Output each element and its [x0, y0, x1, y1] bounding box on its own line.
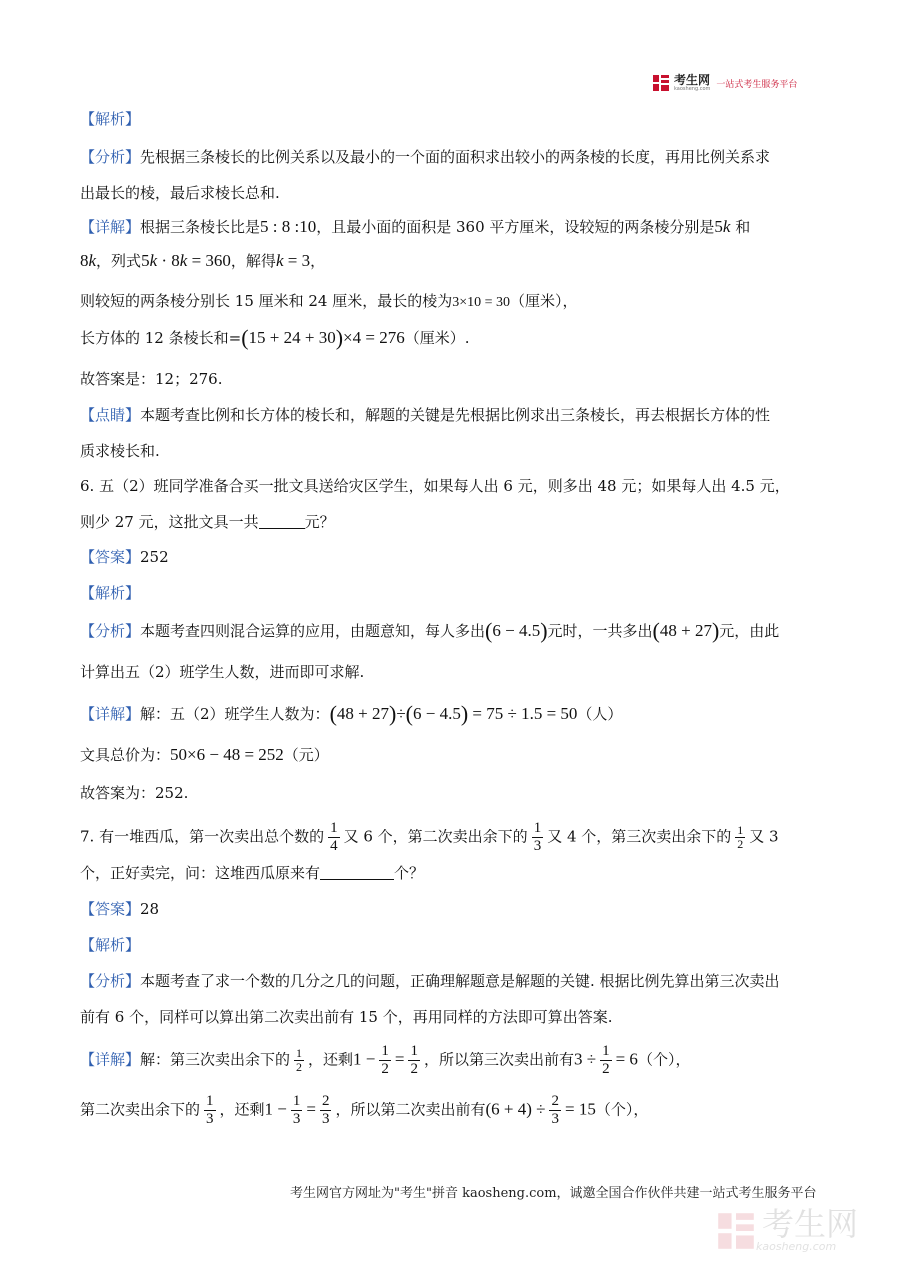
q6-fx-p1-in: 6 − 4.5 [492, 621, 541, 640]
q5-xiangjie-line3 [80, 290, 578, 314]
header-logo [652, 72, 797, 94]
q5-eq4: k [179, 251, 188, 270]
q5-k2: k [275, 251, 284, 270]
q6-q-yuan: 元？ [304, 513, 335, 531]
q5-xj-jiede: ，解得 [230, 252, 276, 270]
q7-xj2-res: = 15 [564, 1099, 596, 1119]
q7-xiangjie-line1 [80, 1043, 690, 1078]
q5-xiangjie-line4 [80, 327, 470, 349]
q7-xj2-f4-num: 2 [551, 1093, 559, 1109]
q7-xj-three: 3 ÷ [574, 1049, 597, 1069]
q7-xj-c: ，所以第三次卖出前有 [423, 1050, 574, 1069]
q7-xj2-c: ，所以第二次卖出前有 [335, 1100, 486, 1119]
q7-f1-den: 4 [330, 838, 338, 854]
q6-fx-p2: (48 + 27) [652, 618, 720, 643]
q6-xj2-eq: 50×6 − 48 = 252 [170, 745, 284, 764]
q6-answer-value: 252 [140, 548, 169, 566]
q7-xj-f2-num: 1 [381, 1043, 389, 1059]
page-footer: 考生网官方网址为"考生"拼音 kaosheng.com，诚邀全国合作伙伴共建一站式考生服务平台 [290, 1186, 817, 1201]
q6-fenxi-tag: 【分析】 [80, 622, 141, 640]
q5-8k [80, 251, 96, 270]
q7-xj2-f1 [204, 1093, 216, 1128]
q7-xj-f3-num: 1 [410, 1043, 418, 1059]
q7-f1-num: 1 [330, 820, 338, 836]
q6-xj-eq: = 75 ÷ 1.5 = 50 [468, 704, 578, 723]
q7-xj2-a: 第二次卖出余下的 [80, 1100, 201, 1119]
q7-xj-f3-den: 2 [410, 1061, 418, 1077]
q5-fenxi-line2: 出最长的棱，最后求棱长总和. [80, 184, 280, 202]
q7-frac-1-4 [328, 820, 340, 855]
q7-xj-f1-den: 2 [296, 1060, 303, 1074]
q5-fenxi-tag: 【分析】 [80, 148, 141, 166]
q7-frac-1-2 [735, 824, 745, 851]
q6-fenxi-line1 [80, 620, 779, 642]
q7-xj-d: （个）， [637, 1050, 691, 1069]
q7-xj2-f3 [320, 1093, 332, 1128]
q5-ratio: 5 : 8 :10 [260, 217, 317, 236]
q7-xj-f1 [294, 1047, 304, 1074]
q7-jiexi: 【解析】 [80, 936, 141, 954]
q7-xj-one: 1 − [353, 1049, 376, 1069]
q6-final-answer: 故答案为：252. [80, 784, 189, 802]
q7-xj2-f3-den: 3 [321, 1111, 330, 1127]
q6-xj2-b: （元） [283, 746, 329, 764]
q7-q-d: 又 3 [749, 827, 779, 846]
q6-xj-a: 解：五（2）班学生人数为： [140, 705, 330, 723]
q7-xj2-b: ，还剩 [219, 1100, 265, 1119]
q7-fenxi-line2: 前有 6 个，同样可以算出第二次卖出前有 15 个，再用同样的方法即可算出答案. [80, 1008, 613, 1026]
q7-f2-den: 3 [533, 838, 542, 854]
q7-xj-f3 [408, 1043, 420, 1078]
q7-xiangjie-tag: 【详解】 [80, 1050, 141, 1069]
q7-question-line1 [80, 820, 779, 855]
q7-xj2-f1-den: 3 [206, 1111, 214, 1127]
watermark-text [756, 1205, 859, 1253]
q6-xj-p1: 48 + 27 [336, 704, 389, 723]
q5-dianjing-tag: 【点睛】 [80, 406, 141, 424]
q5-5k-var: k [722, 217, 731, 236]
q7-xj-eq: = [394, 1049, 405, 1069]
q7-q-b: 又 6 个，第二次卖出余下的 [343, 827, 528, 846]
q6-xj-math: (48 + 27)÷(6 − 4.5) = 75 ÷ 1.5 = 50 [329, 701, 578, 726]
q5-xj-text1: 根据三条棱长比是 [140, 218, 261, 236]
q5-eq5: = 360 [187, 251, 231, 270]
q5-xj-l3a: 则较短的两条棱分别长 15 厘米和 24 厘米，最长的棱为 [80, 292, 453, 310]
q7-xj-f1-num: 1 [296, 1046, 303, 1060]
q5-xiangjie-line1 [80, 216, 750, 238]
q7-f3-num: 1 [737, 823, 744, 837]
q6-xj2-a: 文具总价为： [80, 746, 171, 764]
q6-q-text: 则少 27 元，这批文具一共 [80, 513, 259, 531]
q6-fenxi-line2: 计算出五（2）班学生人数，进而即可求解. [80, 663, 365, 681]
q7-answer-blank [320, 879, 394, 880]
q7-answer-value: 28 [140, 900, 160, 918]
q7-xj-f4-den: 2 [602, 1061, 610, 1077]
q7-fenxi-line1 [80, 970, 780, 992]
q5-xj-l4a: 长方体的 12 条棱长和= [80, 329, 242, 347]
q6-jiexi: 【解析】 [80, 584, 141, 602]
q7-xj2-f4 [549, 1093, 561, 1128]
q5-xj-l4-in: 15 + 24 + 30 [248, 328, 336, 347]
q6-fx-p2-in: 48 + 27 [659, 621, 712, 640]
q5-dj-text1: 本题考查比例和长方体的棱长和，解题的关键是先根据比例求出三条棱长，再去根据长方体的性 [140, 406, 771, 424]
q7-q-a: 7. 有一堆西瓜，第一次卖出总个数的 [80, 827, 325, 846]
q5-xiangjie-line2 [80, 250, 325, 272]
q5-xj-comma: ， [310, 252, 326, 270]
q6-xiangjie-line1 [80, 703, 622, 725]
q6-xiangjie-line2 [80, 744, 329, 766]
q5-fenxi-line1 [80, 146, 770, 168]
q7-xj-res: = 6 [615, 1049, 638, 1069]
q5-xj-l3-eq: 3×10 = 30 [452, 295, 511, 310]
q7-xj2-p: (6 + 4) ÷ [485, 1099, 546, 1119]
q7-xj-f2 [379, 1043, 391, 1078]
watermark-logo-icon [716, 1209, 756, 1253]
q7-xj2-d: （个）， [595, 1100, 649, 1119]
q6-xj-b: （人） [577, 705, 623, 723]
q5-xj-l4b: （厘米）. [404, 329, 470, 347]
watermark [716, 1205, 859, 1253]
q5-xj-l4-eq: ×4 = 276 [343, 328, 405, 347]
q7-xj-b: ，还剩 [308, 1050, 354, 1069]
q7-xj2-f3-num: 2 [321, 1093, 330, 1109]
watermark-en: kaosheng.com [756, 1240, 837, 1253]
q5-xj-he: 和 [735, 218, 751, 236]
q6-fx-c: 元，由此 [719, 622, 780, 640]
q7-q2-a: 个，正好卖完，问：这堆西瓜原来有 [80, 864, 321, 882]
q6-xj-p2: 6 − 4.5 [412, 704, 461, 723]
q5-dianjing-line1 [80, 404, 770, 426]
q7-xj-f4-num: 1 [602, 1043, 610, 1059]
q6-fx-a: 本题考查四则混合运算的应用，由题意知，每人多出 [140, 622, 486, 640]
q5-jiexi: 【解析】 [80, 110, 141, 128]
q6-fx-b: 元时，一共多出 [547, 622, 653, 640]
logo-text: 考生网 [674, 73, 711, 87]
q5-xj-lieshi: ，列式 [96, 252, 142, 270]
q5-8k-var: k [88, 251, 97, 270]
watermark-cn: 考生网 [762, 1205, 859, 1243]
q7-q-c: 又 4 个，第三次卖出余下的 [547, 827, 732, 846]
header-slogan: 一站式考生服务平台 [716, 79, 798, 90]
q7-xj-a: 解：第三次卖出余下的 [140, 1050, 291, 1069]
q5-5k-coef: 5 [714, 217, 723, 236]
q7-xj2-f4-den: 3 [551, 1111, 559, 1127]
q5-fenxi-text1: 先根据三条棱长的比例关系以及最小的一个面的面积求出较小的两条棱的长度，再用比例关系求 [140, 148, 771, 166]
q7-q2-b: 个？ [394, 864, 425, 882]
q5-eq1: 5 [141, 251, 150, 270]
q6-answer-blank [259, 528, 305, 529]
q7-xj2-one: 1 − [264, 1099, 287, 1119]
q5-xj-l4-math: (15 + 24 + 30)×4 = 276 [241, 325, 405, 350]
logo-sub: kaosheng.com [674, 86, 711, 92]
q5-eq2: k [149, 251, 158, 270]
q6-fx-p1: (6 − 4.5) [485, 618, 548, 643]
q7-xj-f2-den: 2 [381, 1061, 389, 1077]
q7-xj2-eq: = [306, 1099, 316, 1119]
q6-xiangjie-tag: 【详解】 [80, 705, 141, 723]
q7-f2-num: 1 [533, 820, 542, 836]
q7-fx-text1: 本题考查了求一个数的几分之几的问题，正确理解题意是解题的关键. 根据比例先算出第三次卖出 [140, 972, 780, 990]
q5-eq3: · 8 [157, 251, 180, 270]
q7-xiangjie-line2 [80, 1093, 648, 1128]
q7-xj2-f2-den: 3 [292, 1111, 301, 1127]
q6-question-line1: 6. 五（2）班同学准备合买一批文具送给灾区学生，如果每人出 6 元，则多出 48 元；如果每人出 4.5 元， [80, 477, 790, 495]
q7-f3-den: 2 [737, 837, 744, 851]
q7-xj2-f2-num: 1 [292, 1093, 301, 1109]
kaosheng-logo-icon [652, 74, 670, 92]
q7-xj-f4 [600, 1043, 612, 1078]
q7-answer-line [80, 898, 159, 920]
q5-5k [714, 217, 730, 236]
q7-answer-tag: 【答案】 [80, 900, 141, 918]
q7-fenxi-tag: 【分析】 [80, 972, 141, 990]
q6-answer-tag: 【答案】 [80, 548, 141, 566]
q7-xj2-f2 [291, 1093, 303, 1128]
q7-frac-1-3 [532, 820, 544, 855]
q5-xiangjie-tag: 【详解】 [80, 218, 141, 236]
logo-name [674, 74, 710, 92]
q5-answer: 故答案是：12；276. [80, 370, 223, 388]
q5-eq-area [141, 251, 231, 270]
q5-8k-coef: 8 [80, 251, 89, 270]
q7-question-line2 [80, 862, 424, 884]
q5-xj-text2: ，且最小面的面积是 360 平方厘米，设较短的两条棱分别是 [316, 218, 715, 236]
q5-eq-k [276, 251, 310, 270]
q6-xj-div: ÷ [396, 704, 406, 723]
q5-dianjing-line2: 质求棱长和. [80, 442, 160, 460]
q6-question-line2 [80, 511, 335, 533]
q7-xj2-f1-num: 1 [206, 1093, 214, 1109]
q5-xj-l3b: （厘米）， [510, 292, 578, 310]
q5-eq6: = 3 [283, 251, 311, 270]
q6-answer-line [80, 546, 169, 568]
